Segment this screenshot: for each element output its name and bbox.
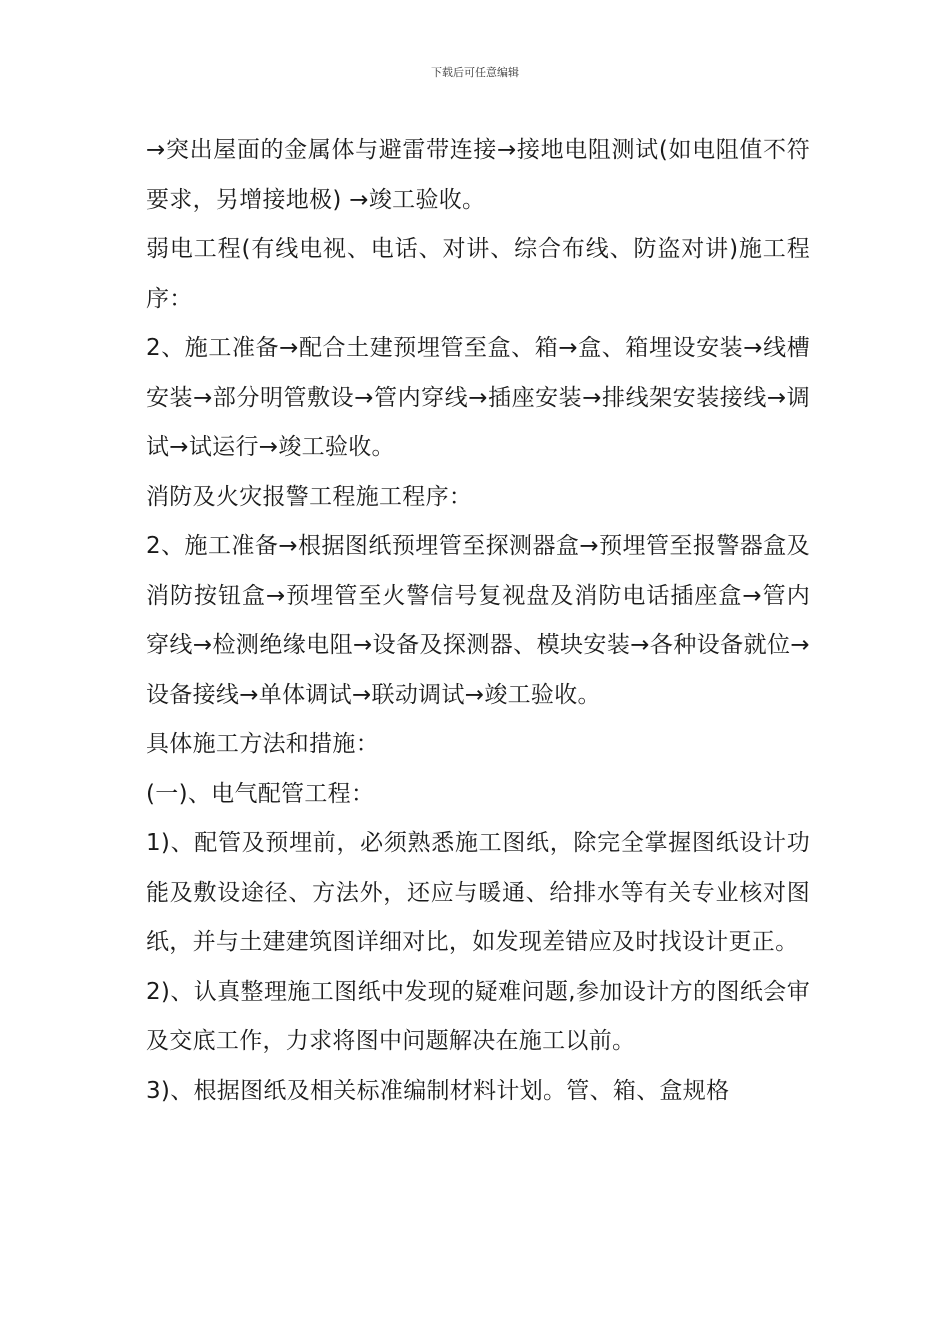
paragraph-item-1: 1)、配管及预埋前，必须熟悉施工图纸，除完全掌握图纸设计功能及敷设途径、方法外，还应与暖通、给排水等有关专业核对图纸，并与土建建筑图详细对比，如发现差错应及时找设计更正。 bbox=[146, 830, 810, 955]
document-body bbox=[146, 126, 810, 1116]
paragraph-item-3: 3)、根据图纸及相关标准编制材料计划。管、箱、盒规格 bbox=[146, 1077, 730, 1104]
paragraph-item-2: 2)、认真整理施工图纸中发现的疑难问题,参加设计方的图纸会审及交底工作，力求将图中问题解决在施工以前。 bbox=[146, 978, 810, 1054]
paragraph-section-conduit-heading: (一)、电气配管工程： bbox=[146, 780, 375, 807]
paragraph-weak-current-heading: 弱电工程(有线电视、电话、对讲、综合布线、防盗对讲)施工程序： bbox=[146, 236, 810, 312]
paragraph-methods-heading: 具体施工方法和措施： bbox=[146, 731, 379, 757]
paragraph-weak-current-sequence: 2、施工准备→配合土建预埋管至盒、箱→盒、箱埋设安装→线槽安装→部分明管敷设→管内穿线→插座安装→排线架安装接线→调试→试运行→竣工验收。 bbox=[146, 335, 810, 460]
page-header: 下载后可任意编辑 bbox=[431, 66, 519, 79]
paragraph-lightning-sequence: →突出屋面的金属体与避雷带连接→接地电阻测试(如电阻值不符要求，另增接地极) →竣工验收。 bbox=[146, 137, 810, 213]
paragraph-fire-alarm-sequence: 2、施工准备→根据图纸预埋管至探测器盒→预埋管至报警器盒及消防按钮盒→预埋管至火警信号复视盘及消防电话插座盒→管内穿线→检测绝缘电阻→设备及探测器、模块安装→各种设备就位→设备接线→单体调试→联动调试→竣工验收。 bbox=[146, 533, 810, 708]
paragraph-fire-alarm-heading: 消防及火灾报警工程施工程序： bbox=[146, 483, 473, 510]
